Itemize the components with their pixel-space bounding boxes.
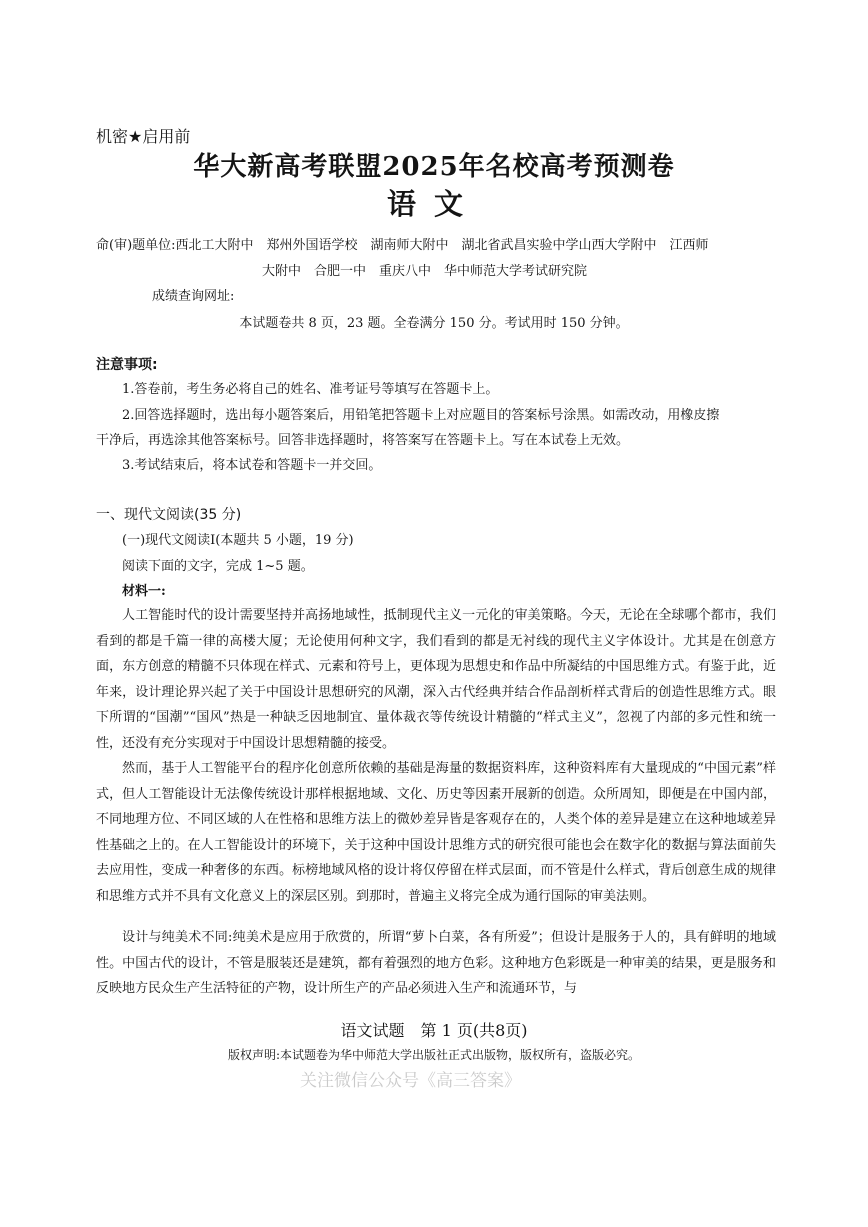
subsection-heading: (一)现代文阅读Ⅰ(本题共 5 小题，19 分): [122, 533, 354, 548]
page-number: 语文试题 第 1 页(共8页): [340, 1021, 528, 1040]
note-item-3: 3.考试结束后，将本试卷和答题卡一并交回。: [122, 458, 382, 473]
note-item-2: 2.回答选择题时，选出每小题答案后，用铅笔把答题卡上对应题目的答案标号涂黑。如需改动，用橡皮擦: [122, 408, 720, 423]
exam-title: 华大新高考联盟2025年名校高考预测卷: [193, 152, 675, 182]
units-line-1: 命(审)题单位:西北工大附中 郑州外国语学校 湖南师大附中 湖北省武昌实验中学山西大学附中 江西师: [96, 238, 709, 253]
material-label: 材料一:: [122, 584, 166, 599]
exam-info: 本试题卷共 8 页，23 题。全卷满分 150 分。考试用时 150 分钟。: [239, 316, 629, 331]
score-query-label: 成绩查询网址:: [152, 289, 235, 304]
note-item-1: 1.答卷前，考生务必将自己的姓名、准考证号等填写在答题卡上。: [122, 382, 499, 397]
paragraph-1: 人工智能时代的设计需要坚持并高扬地域性，抵制现代主义一元化的审美策略。今天，无论在全球哪个都市，我们看到的都是千篇一律的高楼大厦；无论使用何种文字，我们看到的都是无衬线的现代主义字体设计。尤其是在创意方面，东方创意的精髓不只体现在样式、元素和符号上，更体现为思想史和作品中所凝结的中国思维方式。有鉴于此，近年来，设计理论界兴起了关于中国设计思想研究的风潮，深入古代经典并结合作品剖析样式背后的创造性思维方式。眼下所谓的“国潮”“国风”热是一种缺乏因地制宜、量体裁衣等传统设计精髓的“样式主义”，忽视了内部的多元性和统一性，还没有充分实现对于中国设计思想精髓的接受。: [96, 608, 776, 751]
paragraph-2: 然而，基于人工智能平台的程序化创意所依赖的基础是海量的数据资料库，这种资料库有大量现成的“中国元素”样式，但人工智能设计无法像传统设计那样根据地域、文化、历史等因素开展新的创造。众所周知，即便是在中国内部，不同地理方位、不同区域的人在性格和思维方法上的微妙差异皆是客观存在的，人类个体的差异是建立在这种地域差异性基础之上的。在人工智能设计的环境下，关于这种中国设计思维方式的研究很可能也会在数字化的数据与算法面前失去应用性，变成一种奢侈的东西。标榜地域风格的设计将仅停留在样式层面，而不管是什么样式，背后创意生成的规律和思维方式并不具有文化意义上的深层区别。到那时，普遍主义将完全成为通行国际的审美法则。: [96, 761, 776, 904]
copyright-notice: 版权声明:本试题卷为华中师范大学出版社正式出版物，版权所有，盗版必究。: [227, 1048, 641, 1062]
watermark: 关注微信公众号《高三答案》: [300, 1071, 521, 1091]
note-item-2-continued: 干净后，再选涂其他答案标号。回答非选择题时，将答案写在答题卡上。写在本试卷上无效。: [96, 433, 630, 448]
subject-title: 语文: [386, 187, 481, 221]
section-heading: 一、现代文阅读(35 分): [96, 507, 242, 523]
notes-title: 注意事项:: [96, 357, 158, 373]
paragraph-3: 设计与纯美术不同:纯美术是应用于欣赏的，所谓“萝卜白菜，各有所爱”；但设计是服务于人的，具有鲜明的地域性。中国古代的设计，不管是服装还是建筑，都有着强烈的地方色彩。这种地方色彩既是一种审美的结果，更是服务和反映地方民众生产生活特征的产物，设计所生产的产品必须进入生产和流通环节，与: [96, 930, 776, 996]
reading-instruction: 阅读下面的文字，完成 1~5 题。: [122, 559, 314, 574]
confidential-label: 机密★启用前: [96, 127, 191, 146]
units-line-2: 大附中 合肥一中 重庆八中 华中师范大学考试研究院: [262, 264, 588, 279]
